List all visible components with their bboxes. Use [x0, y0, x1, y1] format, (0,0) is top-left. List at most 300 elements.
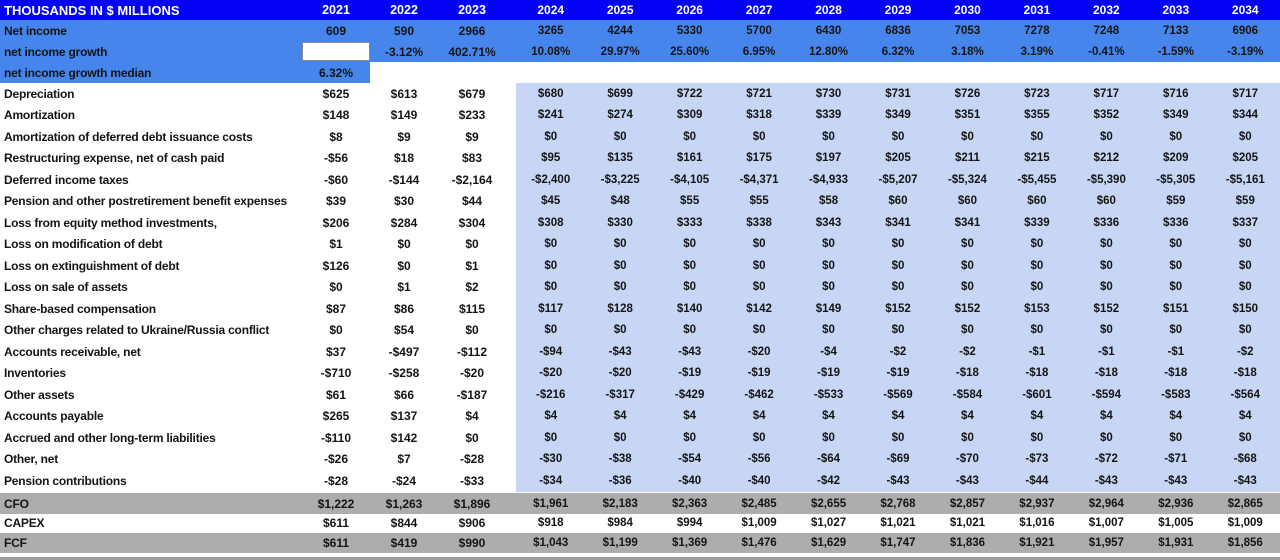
cell-2022[interactable]: $18	[393, 151, 415, 166]
cell-2032[interactable]: $336	[1072, 212, 1141, 234]
cell-2022[interactable]: $0	[397, 237, 411, 252]
cell-2024[interactable]: $0	[516, 234, 585, 256]
cell-2022[interactable]: -$497	[388, 344, 420, 359]
cell-2030[interactable]	[933, 62, 1002, 83]
cell-2026[interactable]: $140	[655, 298, 724, 320]
cell-2024[interactable]: -$2,400	[516, 169, 585, 191]
cell-2024[interactable]: $4	[516, 406, 585, 428]
cell-2032[interactable]: -$72	[1072, 449, 1141, 471]
cell-2021[interactable]: -$110	[320, 430, 352, 445]
cell-2030[interactable]: -$43	[933, 470, 1002, 492]
cell-2030[interactable]: $341	[933, 212, 1002, 234]
cell-2030[interactable]: $4	[933, 406, 1002, 428]
cell-2022[interactable]: -$258	[388, 366, 420, 381]
cell-2027[interactable]: -$56	[724, 449, 793, 471]
cell-2030[interactable]: -$18	[933, 363, 1002, 385]
cell-2021[interactable]: -$56	[323, 151, 349, 166]
cell-2028[interactable]: $149	[794, 298, 863, 320]
cell-2025[interactable]: $48	[585, 191, 654, 213]
cell-2033[interactable]: -$18	[1141, 363, 1210, 385]
cell-2021[interactable]: $87	[325, 301, 347, 316]
cell-2033[interactable]: $1,931	[1158, 536, 1194, 549]
cell-2032[interactable]: $212	[1072, 148, 1141, 170]
row-label[interactable]: net income growth median	[0, 62, 302, 83]
cell-2028[interactable]: $0	[794, 427, 863, 449]
cell-2034[interactable]: $1,009	[1227, 517, 1263, 530]
cell-2023[interactable]: $2	[465, 280, 479, 295]
cell-2027[interactable]: $0	[724, 126, 793, 148]
cell-2024[interactable]: -$216	[516, 384, 585, 406]
cell-2029[interactable]: $1,021	[880, 517, 916, 530]
cell-2033[interactable]: $0	[1141, 234, 1210, 256]
cell-2024[interactable]: -$34	[516, 470, 585, 492]
cell-2027[interactable]: -$462	[724, 384, 793, 406]
cell-2025[interactable]: -$38	[585, 449, 654, 471]
cell-2026[interactable]: $0	[655, 255, 724, 277]
cell-2024[interactable]: $0	[516, 427, 585, 449]
cell-2031[interactable]: -$18	[1002, 363, 1071, 385]
cell-2029[interactable]: $0	[863, 234, 932, 256]
cell-2028[interactable]: $0	[794, 234, 863, 256]
cell-2022[interactable]: $1	[397, 280, 411, 295]
cell-2030[interactable]: 7053	[954, 24, 981, 37]
cell-2026[interactable]: $0	[655, 277, 724, 299]
cell-2024[interactable]	[516, 62, 585, 83]
cell-2023[interactable]: 2023	[458, 3, 486, 17]
cell-2023[interactable]: $83	[461, 151, 483, 166]
cell-2030[interactable]: $211	[933, 148, 1002, 170]
cell-2022[interactable]: $66	[393, 387, 415, 402]
cell-2022[interactable]: $54	[393, 323, 415, 338]
cell-2023[interactable]: $115	[458, 301, 486, 316]
cell-2034[interactable]: $1,856	[1227, 536, 1263, 549]
cell-2023[interactable]: $0	[465, 323, 479, 338]
cell-2029[interactable]: $341	[863, 212, 932, 234]
cell-2032[interactable]: $0	[1072, 427, 1141, 449]
cell-2026[interactable]: $55	[655, 191, 724, 213]
cell-2021[interactable]: $625	[322, 86, 350, 101]
cell-2028[interactable]: $2,655	[810, 497, 847, 510]
cell-2034[interactable]: -3.19%	[1227, 45, 1264, 58]
row-label[interactable]: Other, net	[4, 452, 59, 467]
cell-2028[interactable]: $1,027	[810, 517, 847, 530]
cell-2023[interactable]: $44	[461, 194, 483, 209]
cell-2024[interactable]: 10.08%	[531, 45, 571, 58]
cell-2029[interactable]: $1,747	[880, 536, 916, 549]
cell-2025[interactable]: -$317	[585, 384, 654, 406]
row-label[interactable]: Accrued and other long-term liabilities	[4, 430, 216, 445]
cell-2033[interactable]: $0	[1141, 277, 1210, 299]
cell-2034[interactable]: $717	[1211, 83, 1280, 105]
cell-2025[interactable]: $0	[585, 234, 654, 256]
cell-2030[interactable]: $0	[933, 234, 1002, 256]
cell-2029[interactable]: -$43	[863, 470, 932, 492]
cell-2031[interactable]: $339	[1002, 212, 1071, 234]
cell-2022[interactable]: 2022	[390, 3, 418, 17]
cell-2022[interactable]: -$24	[391, 473, 417, 488]
cell-2032[interactable]: $0	[1072, 277, 1141, 299]
cell-2033[interactable]: 2033	[1162, 3, 1190, 17]
cell-2029[interactable]: -$5,207	[863, 169, 932, 191]
cell-2023[interactable]: $1	[465, 258, 479, 273]
cell-2025[interactable]: -$43	[585, 341, 654, 363]
cell-2028[interactable]: -$19	[794, 363, 863, 385]
cell-2034[interactable]: $0	[1211, 234, 1280, 256]
cell-2034[interactable]: $0	[1211, 277, 1280, 299]
cell-2022[interactable]: $137	[390, 409, 418, 424]
cell-2026[interactable]: $0	[655, 126, 724, 148]
cell-2030[interactable]: 2030	[954, 3, 981, 17]
cell-2021[interactable]: $61	[325, 387, 347, 402]
cell-2032[interactable]: -0.41%	[1088, 45, 1125, 58]
cell-2031[interactable]: $0	[1002, 255, 1071, 277]
cell-2026[interactable]: $2,363	[672, 497, 708, 510]
cell-2027[interactable]: $0	[724, 234, 793, 256]
cell-2021[interactable]: $1,222	[317, 496, 355, 511]
cell-2031[interactable]: $215	[1002, 148, 1071, 170]
cell-2033[interactable]: $209	[1141, 148, 1210, 170]
cell-2028[interactable]: 6430	[815, 24, 842, 37]
cell-2022[interactable]: $9	[397, 129, 411, 144]
cell-2027[interactable]: $1,009	[741, 517, 777, 530]
row-label[interactable]: CFO	[4, 496, 29, 511]
cell-2022[interactable]: 590	[393, 23, 415, 38]
cell-2032[interactable]: $0	[1072, 255, 1141, 277]
cell-2032[interactable]: -$18	[1072, 363, 1141, 385]
cell-2033[interactable]: $2,936	[1158, 497, 1194, 510]
cell-2024[interactable]: 3265	[537, 24, 564, 37]
row-label[interactable]: Net income	[4, 23, 67, 38]
cell-2032[interactable]: $0	[1072, 234, 1141, 256]
cell-2023[interactable]: -$20	[459, 366, 485, 381]
cell-2025[interactable]: $984	[607, 517, 633, 530]
cell-2034[interactable]: -$18	[1211, 363, 1280, 385]
cell-2031[interactable]: $0	[1002, 126, 1071, 148]
cell-2023[interactable]: $990	[458, 535, 486, 550]
cell-2028[interactable]: $0	[794, 255, 863, 277]
row-label[interactable]: Share-based compensation	[4, 301, 156, 316]
cell-2027[interactable]: $55	[724, 191, 793, 213]
cell-2027[interactable]: $2,485	[741, 497, 777, 510]
cell-2031[interactable]: 3.19%	[1020, 45, 1054, 58]
cell-2022[interactable]: $844	[390, 516, 418, 531]
cell-2022[interactable]: $30	[393, 194, 415, 209]
cell-2026[interactable]: 2026	[676, 3, 703, 17]
cell-2021[interactable]: $37	[325, 344, 347, 359]
cell-2033[interactable]	[1141, 62, 1210, 83]
cell-2024[interactable]: $680	[516, 83, 585, 105]
cell-2026[interactable]: $1,369	[672, 536, 708, 549]
row-label[interactable]: Loss on extinguishment of debt	[4, 258, 180, 273]
cell-2024[interactable]: $45	[516, 191, 585, 213]
cell-2033[interactable]: $4	[1141, 406, 1210, 428]
cell-2026[interactable]: -$54	[655, 449, 724, 471]
cell-2031[interactable]: -$601	[1002, 384, 1071, 406]
cell-2021[interactable]: 6.32%	[302, 62, 370, 83]
cell-2026[interactable]: 25.60%	[670, 45, 710, 58]
cell-2026[interactable]: $161	[655, 148, 724, 170]
cell-2027[interactable]: -$4,371	[724, 169, 793, 191]
cell-2023[interactable]: $679	[458, 86, 486, 101]
cell-2031[interactable]: $2,937	[1019, 497, 1055, 510]
cell-2021[interactable]: $39	[325, 194, 347, 209]
cell-2028[interactable]: -$42	[794, 470, 863, 492]
cell-2027[interactable]: $0	[724, 320, 793, 342]
cell-2028[interactable]: $4	[794, 406, 863, 428]
cell-2033[interactable]: $336	[1141, 212, 1210, 234]
cell-2031[interactable]: -$1	[1002, 341, 1071, 363]
row-label[interactable]: Loss on sale of assets	[4, 280, 128, 295]
cell-2030[interactable]: -$584	[933, 384, 1002, 406]
cell-2029[interactable]: -$69	[863, 449, 932, 471]
cell-2025[interactable]: $135	[585, 148, 654, 170]
row-label[interactable]: THOUSANDS IN $ MILLIONS	[4, 2, 180, 18]
cell-2025[interactable]: $128	[585, 298, 654, 320]
cell-2029[interactable]: $349	[863, 105, 932, 127]
cell-2030[interactable]: $351	[933, 105, 1002, 127]
cell-2031[interactable]: $0	[1002, 234, 1071, 256]
row-label[interactable]: CAPEX	[4, 516, 45, 531]
cell-2031[interactable]: $0	[1002, 277, 1071, 299]
cell-2030[interactable]: $60	[933, 191, 1002, 213]
cell-2023[interactable]: $0	[465, 237, 479, 252]
cell-2024[interactable]: $308	[516, 212, 585, 234]
cell-2026[interactable]: -$40	[655, 470, 724, 492]
cell-2029[interactable]: $4	[863, 406, 932, 428]
cell-2031[interactable]: $4	[1002, 406, 1071, 428]
row-label[interactable]: Accounts payable	[4, 409, 104, 424]
cell-2034[interactable]: 2034	[1231, 3, 1259, 17]
cell-2026[interactable]: -$19	[655, 363, 724, 385]
cell-2021[interactable]: $206	[322, 215, 350, 230]
cell-2026[interactable]: $333	[655, 212, 724, 234]
cell-2021[interactable]: $611	[322, 535, 350, 550]
cell-2021[interactable]: $148	[322, 108, 350, 123]
row-label[interactable]: Loss on modification of debt	[4, 237, 163, 252]
cell-2034[interactable]: $150	[1211, 298, 1280, 320]
cell-2032[interactable]: 2032	[1093, 3, 1120, 17]
cell-2027[interactable]	[724, 62, 793, 83]
cell-2027[interactable]: $338	[724, 212, 793, 234]
cell-2034[interactable]: $337	[1211, 212, 1280, 234]
cell-2026[interactable]: $0	[655, 427, 724, 449]
cell-2025[interactable]: $4	[585, 406, 654, 428]
cell-2026[interactable]: $722	[655, 83, 724, 105]
cell-2021[interactable]: 2021	[322, 3, 350, 17]
cell-2024[interactable]: $918	[537, 517, 564, 530]
row-label[interactable]: Loss from equity method investments,	[4, 215, 217, 230]
cell-2030[interactable]: $2,857	[949, 497, 986, 510]
cell-2029[interactable]: $0	[863, 427, 932, 449]
row-label[interactable]: Amortization	[4, 108, 75, 123]
cell-2025[interactable]: 2025	[606, 3, 634, 17]
cell-2025[interactable]: -$36	[585, 470, 654, 492]
cell-2033[interactable]: -$1	[1141, 341, 1210, 363]
cell-2028[interactable]: $730	[794, 83, 863, 105]
cell-2027[interactable]: $0	[724, 255, 793, 277]
cell-2028[interactable]: -$4	[794, 341, 863, 363]
cell-2021[interactable]: $8	[329, 129, 343, 144]
cell-2031[interactable]: $0	[1002, 427, 1071, 449]
cell-2024[interactable]: -$30	[516, 449, 585, 471]
cell-2021[interactable]	[302, 42, 370, 61]
cell-2027[interactable]: $175	[724, 148, 793, 170]
cell-2024[interactable]: $241	[516, 105, 585, 127]
cell-2031[interactable]: $1,016	[1019, 517, 1055, 530]
cell-2028[interactable]: $58	[794, 191, 863, 213]
cell-2031[interactable]: 7278	[1024, 24, 1050, 37]
cell-2028[interactable]: $339	[794, 105, 863, 127]
cell-2028[interactable]: 2028	[815, 3, 842, 17]
cell-2023[interactable]: $1,896	[453, 496, 491, 511]
cell-2032[interactable]: $352	[1072, 105, 1141, 127]
cell-2025[interactable]: $330	[585, 212, 654, 234]
cell-2026[interactable]: $0	[655, 320, 724, 342]
cell-2029[interactable]: $205	[863, 148, 932, 170]
cell-2030[interactable]: $0	[933, 255, 1002, 277]
cell-2031[interactable]: 2031	[1023, 3, 1051, 17]
cell-2024[interactable]: 2024	[537, 3, 565, 17]
cell-2028[interactable]: -$533	[794, 384, 863, 406]
cell-2021[interactable]: $0	[329, 280, 343, 295]
cell-2032[interactable]	[1072, 62, 1141, 83]
cell-2026[interactable]: -$43	[655, 341, 724, 363]
cell-2022[interactable]: -$144	[388, 172, 420, 187]
cell-2028[interactable]: -$4,933	[794, 169, 863, 191]
cell-2034[interactable]: -$5,161	[1211, 169, 1280, 191]
cell-2029[interactable]: $0	[863, 320, 932, 342]
cell-2027[interactable]: $721	[724, 83, 793, 105]
cell-2033[interactable]: $0	[1141, 255, 1210, 277]
cell-2029[interactable]: $60	[863, 191, 932, 213]
cell-2034[interactable]: -$68	[1211, 449, 1280, 471]
cell-2032[interactable]: $0	[1072, 320, 1141, 342]
row-label[interactable]: Accounts receivable, net	[4, 344, 141, 359]
cell-2025[interactable]: -$3,225	[585, 169, 654, 191]
cell-2029[interactable]: $0	[863, 126, 932, 148]
cell-2025[interactable]: $699	[585, 83, 654, 105]
cell-2030[interactable]: $0	[933, 320, 1002, 342]
cell-2028[interactable]: 12.80%	[809, 45, 849, 58]
cell-2024[interactable]: $0	[516, 320, 585, 342]
cell-2021[interactable]: $1	[329, 237, 343, 252]
cell-2030[interactable]: $0	[933, 277, 1002, 299]
cell-2025[interactable]: 4244	[607, 24, 633, 37]
cell-2033[interactable]: $716	[1141, 83, 1210, 105]
cell-2023[interactable]: $0	[465, 430, 479, 445]
cell-2033[interactable]: $0	[1141, 126, 1210, 148]
cell-2033[interactable]: $0	[1141, 427, 1210, 449]
cell-2023[interactable]: $233	[458, 108, 486, 123]
cell-2022[interactable]: $149	[390, 108, 418, 123]
cell-2030[interactable]: $1,836	[949, 536, 986, 549]
cell-2022[interactable]: $0	[397, 258, 411, 273]
row-label[interactable]: Deferred income taxes	[4, 172, 129, 187]
cell-2022[interactable]: $7	[397, 452, 411, 467]
cell-2033[interactable]: -$5,305	[1141, 169, 1210, 191]
cell-2031[interactable]: $723	[1002, 83, 1071, 105]
cell-2026[interactable]: 5330	[676, 24, 703, 37]
cell-2033[interactable]: $0	[1141, 320, 1210, 342]
cell-2030[interactable]: $0	[933, 126, 1002, 148]
cell-2030[interactable]: $1,021	[949, 517, 986, 530]
cell-2029[interactable]: $0	[863, 277, 932, 299]
cell-2030[interactable]: $0	[933, 427, 1002, 449]
cell-2023[interactable]: 402.71%	[448, 44, 496, 59]
cell-2026[interactable]: $309	[655, 105, 724, 127]
cell-2030[interactable]: 3.18%	[951, 45, 984, 58]
cell-2034[interactable]: $0	[1211, 427, 1280, 449]
cell-2024[interactable]: $0	[516, 255, 585, 277]
cell-2021[interactable]: $126	[322, 258, 350, 273]
cell-2022[interactable]	[370, 62, 438, 83]
cell-2032[interactable]: -$594	[1072, 384, 1141, 406]
cell-2026[interactable]	[655, 62, 724, 83]
cell-2033[interactable]: $1,005	[1158, 517, 1194, 530]
cell-2028[interactable]: $197	[794, 148, 863, 170]
cell-2034[interactable]: $344	[1211, 105, 1280, 127]
row-label[interactable]: net income growth	[4, 44, 108, 59]
cell-2023[interactable]: -$112	[456, 344, 488, 359]
row-label[interactable]: Pension and other postretirement benefit expenses	[4, 194, 287, 209]
cell-2032[interactable]: $4	[1072, 406, 1141, 428]
cell-2024[interactable]: $0	[516, 277, 585, 299]
cell-2024[interactable]: $1,961	[533, 497, 569, 510]
cell-2032[interactable]: $1,957	[1088, 536, 1124, 549]
cell-2021[interactable]: $0	[329, 323, 343, 338]
cell-2027[interactable]: -$40	[724, 470, 793, 492]
cell-2031[interactable]	[1002, 62, 1071, 83]
cell-2029[interactable]: 6.32%	[881, 45, 915, 58]
cell-2022[interactable]: $284	[390, 215, 418, 230]
cell-2024[interactable]: $0	[516, 126, 585, 148]
cell-2026[interactable]: $994	[676, 517, 703, 530]
cell-2028[interactable]: $0	[794, 320, 863, 342]
cell-2034[interactable]: $0	[1211, 126, 1280, 148]
cell-2026[interactable]: $0	[655, 234, 724, 256]
cell-2021[interactable]: -$60	[323, 172, 349, 187]
cell-2031[interactable]: $1,921	[1019, 536, 1055, 549]
cell-2022[interactable]: $86	[393, 301, 415, 316]
cell-2033[interactable]: -$43	[1141, 470, 1210, 492]
cell-2033[interactable]: -$583	[1141, 384, 1210, 406]
cell-2032[interactable]: $60	[1072, 191, 1141, 213]
cell-2023[interactable]: -$33	[459, 473, 485, 488]
cell-2034[interactable]: -$564	[1211, 384, 1280, 406]
row-label[interactable]: Depreciation	[4, 86, 75, 101]
cell-2030[interactable]: -$2	[933, 341, 1002, 363]
cell-2034[interactable]: $0	[1211, 320, 1280, 342]
cell-2034[interactable]: $2,865	[1227, 497, 1263, 510]
cell-2027[interactable]: $4	[724, 406, 793, 428]
cell-2033[interactable]: $151	[1141, 298, 1210, 320]
cell-2031[interactable]: $60	[1002, 191, 1071, 213]
cell-2024[interactable]: -$20	[516, 363, 585, 385]
cell-2029[interactable]: $0	[863, 255, 932, 277]
cell-2034[interactable]: $4	[1211, 406, 1280, 428]
cell-2033[interactable]: 7133	[1163, 24, 1189, 37]
cell-2028[interactable]: $0	[794, 277, 863, 299]
row-label[interactable]: FCF	[4, 535, 27, 550]
cell-2028[interactable]: $1,629	[810, 536, 847, 549]
cell-2024[interactable]: -$94	[516, 341, 585, 363]
cell-2025[interactable]: $0	[585, 320, 654, 342]
cell-2031[interactable]: $0	[1002, 320, 1071, 342]
cell-2030[interactable]: -$70	[933, 449, 1002, 471]
cell-2034[interactable]	[1211, 62, 1280, 83]
cell-2030[interactable]: $726	[933, 83, 1002, 105]
cell-2022[interactable]: $1,263	[385, 496, 423, 511]
